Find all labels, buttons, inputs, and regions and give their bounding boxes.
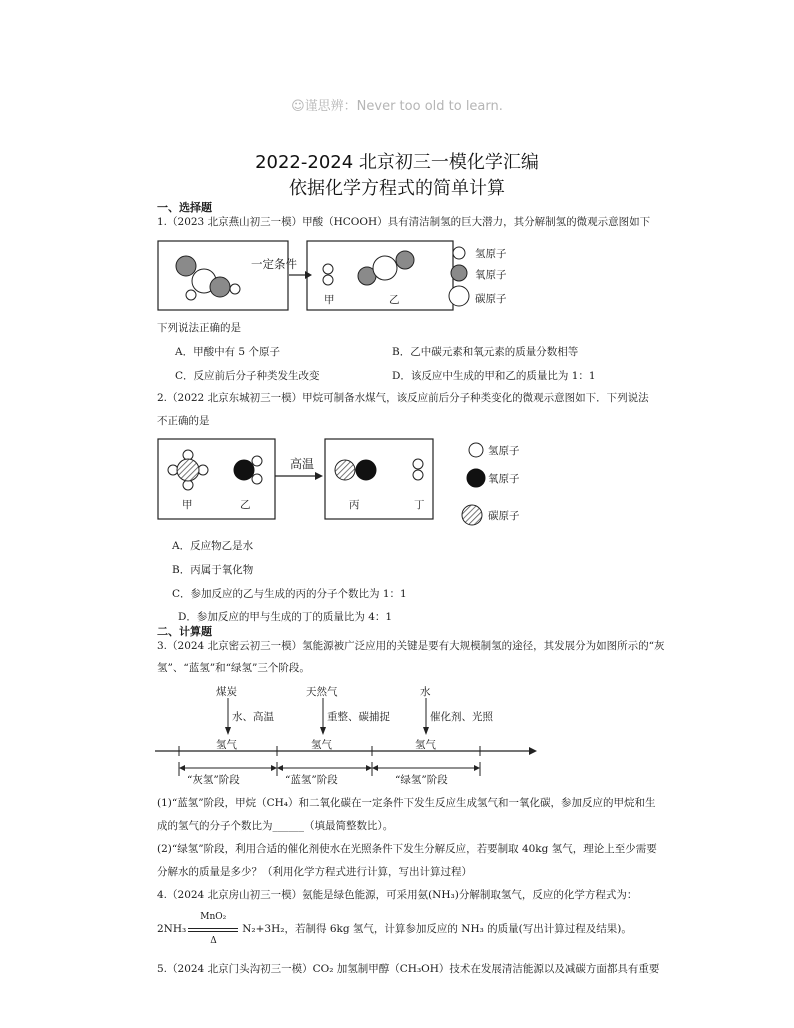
page-title: 2022-2024 北京初三一模化学汇编 xyxy=(255,152,539,173)
q3-stage-gray: “灰氢”阶段 xyxy=(187,774,240,786)
q4-lhs: 2NH₃ xyxy=(157,923,187,935)
q2-option-a[interactable]: A．反应物乙是水 xyxy=(172,540,254,552)
q3-stem-line1: 3.（2024 北京密云初三一模）氢能源被广泛应用的关键是要有大规模制氢的途径，其发展分为如图所示的“灰 xyxy=(157,640,665,652)
q3-sub1-line2: 成的氢气的分子个数比为______（填最简整数比）。 xyxy=(157,820,394,832)
q1-option-b[interactable]: B．乙中碳元素和氧元素的质量分数相等 xyxy=(392,346,579,358)
q1-legend-carbon: 碳原子 xyxy=(475,293,507,305)
q2-label-jia: 甲 xyxy=(182,499,193,511)
q3-condition-gray: 水、高温 xyxy=(232,711,274,723)
q1-diagram xyxy=(155,238,525,314)
q2-option-b[interactable]: B．丙属于氧化物 xyxy=(172,564,254,576)
q3-source-coal: 煤炭 xyxy=(216,686,237,698)
q5-stem: 5.（2024 北京门头沟初三一模）CO₂ 加氢制甲醇（CH₃OH）技术在发展清洁能源以及减碳方面都具有重要 xyxy=(157,963,660,975)
q3-stage-blue: “蓝氢”阶段 xyxy=(285,774,338,786)
q4-equals-line xyxy=(188,928,238,932)
watermark: ☺谨思辨：Never too old to learn. xyxy=(291,99,503,114)
q1-legend-hydrogen: 氢原子 xyxy=(475,248,507,260)
q3-condition-green: 催化剂、光照 xyxy=(430,711,493,723)
q2-legend-carbon: 碳原子 xyxy=(488,510,520,522)
section-calc-heading: 二、计算题 xyxy=(157,625,212,638)
q1-legend-oxygen: 氧原子 xyxy=(475,269,507,281)
q2-label-yi: 乙 xyxy=(240,499,251,511)
q1-label-yi: 乙 xyxy=(389,294,400,306)
q3-source-gas: 天然气 xyxy=(306,686,338,698)
q2-stem-line1: 2.（2022 北京东城初三一模）甲烷可制备水煤气，该反应前后分子种类变化的微观示意图如下．下列说法 xyxy=(157,392,649,404)
q1-option-c[interactable]: C．反应前后分子种类发生改变 xyxy=(175,370,320,382)
section-choice-heading: 一、选择题 xyxy=(157,201,212,214)
q1-condition-label: 一定条件 xyxy=(251,257,297,271)
q2-stem-line2: 不正确的是 xyxy=(157,415,210,427)
q3-product-green: 氢气 xyxy=(415,739,436,751)
q4-stem: 4.（2024 北京房山初三一模）氨能是绿色能源，可采用氨(NH₃)分解制取氢气，反应的化学方程式为： xyxy=(157,889,638,901)
q1-label-jia: 甲 xyxy=(324,294,335,306)
q3-sub1-line1: (1)“蓝氢”阶段，甲烷（CH₄）和二氧化碳在一定条件下发生反应生成氢气和一氧化碳，参加反应的甲烷和生 xyxy=(157,797,656,809)
q3-product-gray: 氢气 xyxy=(216,739,237,751)
q2-condition-label: 高温 xyxy=(290,457,315,471)
q1-stem: 1.（2023 北京燕山初三一模）甲酸（HCOOH）具有清洁制氢的巨大潜力，其分解制氢的微观示意图如下 xyxy=(157,216,651,228)
q2-option-c[interactable]: C．参加反应的乙与生成的丙的分子个数比为 1：1 xyxy=(172,588,407,600)
q4-equation xyxy=(157,912,632,946)
q3-stage-green: “绿氢”阶段 xyxy=(395,774,448,786)
q3-sub2-line1: (2)“绿氢”阶段，利用合适的催化剂使水在光照条件下发生分解反应，若要制取 40kg 氢气，理论上至少需要 xyxy=(157,843,657,855)
q1-option-d[interactable]: D．该反应中生成的甲和乙的质量比为 1：1 xyxy=(392,370,596,382)
q4-reaction-condition xyxy=(186,912,242,946)
q4-catalyst: MnO₂ xyxy=(200,912,227,922)
q4-heat: Δ xyxy=(210,936,217,946)
q2-label-ding: 丁 xyxy=(414,499,425,511)
q2-label-bing: 丙 xyxy=(349,499,360,511)
q2-legend-hydrogen: 氢原子 xyxy=(488,445,520,457)
q1-option-a[interactable]: A．甲酸中有 5 个原子 xyxy=(175,346,280,358)
q3-stem-line2: 氢”、“蓝氢”和“绿氢”三个阶段。 xyxy=(157,662,310,674)
q1-prompt: 下列说法正确的是 xyxy=(157,322,241,334)
q2-option-d[interactable]: D．参加反应的甲与生成的丁的质量比为 4：1 xyxy=(178,611,393,623)
q3-sub2-line2: 分解水的质量是多少？（利用化学方程式进行计算，写出计算过程） xyxy=(157,866,472,878)
q3-source-water: 水 xyxy=(420,686,431,698)
q3-product-blue: 氢气 xyxy=(311,739,332,751)
q2-legend-oxygen: 氧原子 xyxy=(488,473,520,485)
q3-condition-blue: 重整、碳捕捉 xyxy=(327,711,390,723)
q4-rhs: N₂+3H₂，若制得 6kg 氢气，计算参加反应的 NH₃ 的质量(写出计算过程及结果)。 xyxy=(242,923,632,935)
page-subtitle: 依据化学方程式的简单计算 xyxy=(289,178,505,199)
